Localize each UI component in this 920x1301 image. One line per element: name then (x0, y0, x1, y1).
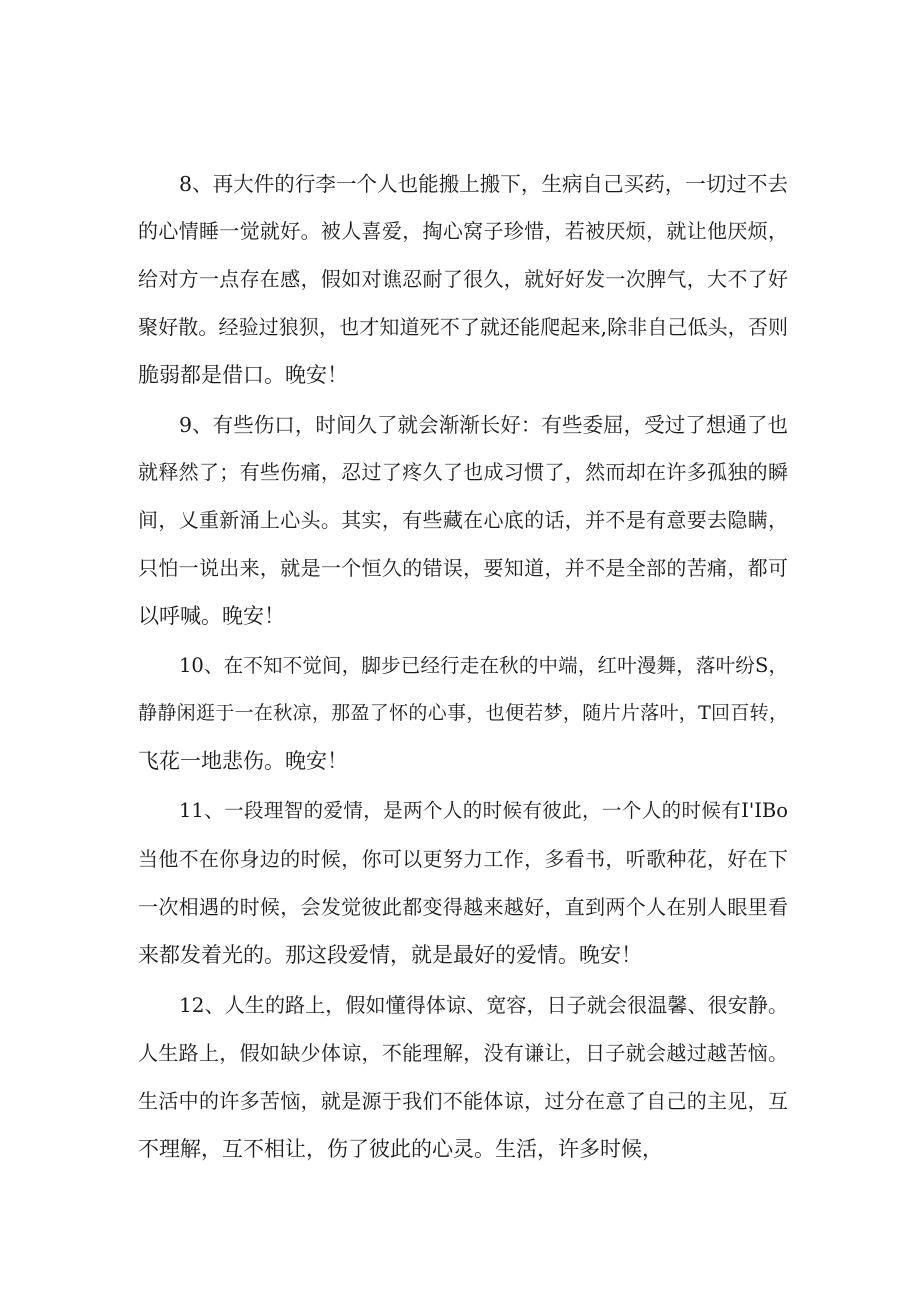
paragraph-line: 生活中的许多苦恼，就是源于我们不能体谅，过分在意了自己的主见，互 (138, 1089, 788, 1113)
paragraph-line: 间，乂重新涌上心头。其实，有些藏在心底的话，并不是有意要去隐瞒， (138, 508, 788, 532)
paragraph-line: 给对方一点存在感，假如对谯忍耐了很久，就好好发一次脾气，大不了好 (138, 267, 788, 291)
paragraph-line: 飞花一地悲伤。晚安！ (138, 749, 348, 773)
paragraph-line: 以呼喊。晚安！ (138, 604, 285, 628)
paragraph-line: 聚好散。经验过狼狈，也才知道死不了就还能爬起来,除非自己低头，否则 (138, 315, 788, 339)
paragraph-line: 静静闲逛于一在秋凉，那盈了怀的心事，也便若梦，随片片落叶，T回百转， (138, 702, 788, 724)
paragraph-line: 就释然了；有些伤痛，忍过了疼久了也成习惯了，然而却在许多孤独的瞬 (138, 460, 788, 484)
paragraph-line: 10、在不知不觉间，脚步已经行走在秋的中端，红叶漫舞，落叶纷S， (179, 654, 788, 677)
paragraph-line: 12、人生的路上，假如懂得体谅、宽容，日子就会很温馨、很安静。 (179, 993, 788, 1017)
paragraph-line: 人生路上，假如缺少体谅，不能理解，没有谦让，日子就会越过越苦恼。 (138, 1041, 788, 1065)
paragraph-line: 9、有些伤口，时间久了就会渐渐长好：有些委屈，受过了想通了也 (179, 413, 788, 437)
paragraph-line: 的心情睡一觉就好。被人喜爱，掏心窝子珍惜，若被厌烦，就让他厌烦， (138, 219, 788, 243)
paragraph-line: 只怕一说出来，就是一个恒久的错误，要知道，并不是全部的苦痛，都可 (138, 556, 788, 580)
paragraph-line: 一次相遇的时候，会发觉彼此都变得越来越好，直到两个人在别人眼里看 (138, 895, 788, 919)
paragraph-line: 来都发着光的。那这段爱情，就是最好的爱情。晚安！ (138, 943, 642, 967)
paragraph-line: 脆弱都是借口。晚安！ (138, 363, 348, 387)
paragraph-line: 不理解，互不相让，伤了彼此的心灵。生活，许多时候， (138, 1137, 663, 1161)
paragraph-line: 当他不在你身边的时候，你可以更努力工作，多看书，听歌种花，好在下 (138, 847, 788, 871)
paragraph-line: 8、再大件的行李一个人也能搬上搬下，生病自己买药，一切过不去 (179, 172, 788, 196)
paragraph-line: 11、一段理智的爱情，是两个人的时候有彼此，一个人的时候有I'IBo (179, 799, 788, 822)
